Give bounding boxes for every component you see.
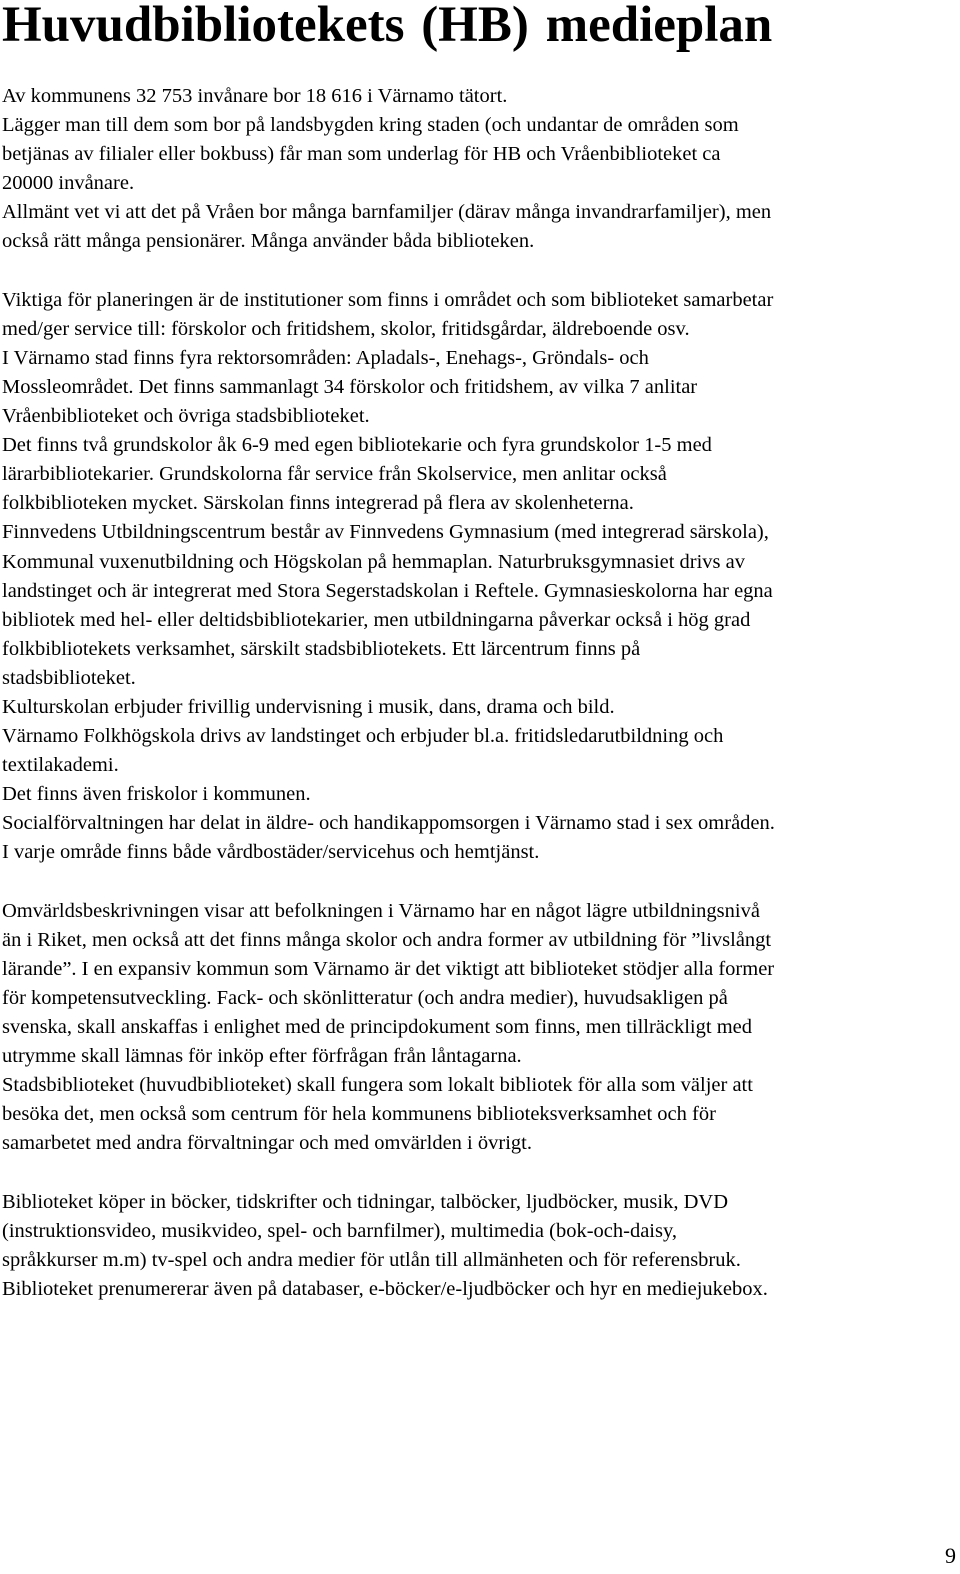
text-line: stadsbiblioteket. [2,666,136,689]
text-line: Det finns två grundskolor åk 6-9 med egen bibliotekarie och fyra grundskolor 1-5 med [2,434,712,457]
text-line: Värnamo Folkhögskola drivs av landstinget och erbjuder bl.a. fritidsledarutbildning och [2,725,724,748]
text-line: 20000 invånare. [2,172,135,195]
text-line: svenska, skall anskaffas i enlighet med de principdokument som finns, men tillräckligt med [2,1016,752,1038]
text-line: Lägger man till dem som bor på landsbygden kring staden (och undantar de områden som [2,114,739,137]
paragraph-gap [2,1158,958,1187]
text-line: Det finns även friskolor i kommunen. [2,783,311,806]
page-number: 9 [945,1543,956,1568]
text-line: Socialförvaltningen har delat in äldre- och handikappomsorgen i Värnamo stad i sex områden. [2,812,775,835]
text-line: lärande”. I en expansiv kommun som Värnamo är det viktigt att biblioteket stödjer alla former [2,957,775,980]
text-line: också rätt många pensionärer. Många använder båda biblioteken. [2,230,535,253]
text-line: landstinget och är integrerat med Stora Segerstadskolan i Reftele. Gymnasieskolorna har egna [2,579,773,602]
text-line: för kompetensutveckling. Fack- och skönlitteratur (och andra medier), huvudsakligen på [2,986,728,1009]
text-line: Kommunal vuxenutbildning och Högskolan på hemmaplan. Naturbruksgymnasiet drivs av [2,550,745,573]
text-line: Kulturskolan erbjuder frivillig undervisning i musik, dans, drama och bild. [2,695,615,718]
text-line: språkkurser m.m) tv-spel och andra medier för utlån till allmänheten och för referensbruk. [2,1248,741,1271]
text-line: Omvärldsbeskrivningen visar att befolkningen i Värnamo har en något lägre utbildningsnivå [2,899,760,922]
text-line: bibliotek med hel- eller deltidsbibliotekarier, men utbildningarna påverkar också i hög grad [2,608,751,631]
text-line: Av kommunens 32 753 invånare bor 18 616 i Värnamo tätort. [2,85,508,107]
text-line: samarbetet med andra förvaltningar och med omvärlden i övrigt. [2,1132,532,1155]
body-text [2,82,958,1304]
text-line: Stadsbiblioteket (huvudbiblioteket) skall fungera som lokalt bibliotek för alla som väljer att [2,1074,753,1097]
paragraph [2,286,958,868]
text-line: med/ger service till: förskolor och fritidshem, skolor, fritidsgårdar, äldreboende osv. [2,317,690,340]
text-line: textilakademi. [2,754,119,777]
paragraph [2,1188,958,1304]
page-title: Huvudbibliotekets (HB) medieplan [2,0,773,53]
text-line: Finnvedens Utbildningscentrum består av Finnvedens Gymnasium (med integrerad särskola), [2,521,769,544]
text-line: folkbibliotekets verksamhet, särskilt stadsbibliotekets. Ett lärcentrum finns på [2,637,641,660]
text-line: folkbiblioteken mycket. Särskolan finns integrerad på flera av skolenheterna. [2,492,634,515]
text-line: besöka det, men också som centrum för hela kommunens biblioteksverksamhet och för [2,1103,716,1126]
text-line: I varje område finns både vårdbostäder/servicehus och hemtjänst. [2,841,540,864]
paragraph [2,82,958,257]
text-line: betjänas av filialer eller bokbuss) får man som underlag för HB och Vråenbiblioteket ca [2,143,721,166]
text-line: (instruktionsvideo, musikvideo, spel- och barnfilmer), multimedia (bok-och-daisy, [2,1219,678,1242]
text-line: Biblioteket prenumererar även på databaser, e-böcker/e-ljudböcker och hyr en mediejukebox. [2,1277,768,1300]
text-line: lärarbibliotekarier. Grundskolorna får service från Skolservice, men anlitar också [2,463,667,486]
paragraph [2,897,958,1159]
text-line: Biblioteket köper in böcker, tidskrifter och tidningar, talböcker, ljudböcker, musik, DVD [2,1190,728,1213]
text-line: Vråenbiblioteket och övriga stadsbiblioteket. [2,405,370,428]
text-line: Viktiga för planeringen är de institutioner som finns i området och som biblioteket samarbetar [2,288,774,311]
text-line: Mossleområdet. Det finns sammanlagt 34 förskolor och fritidshem, av vilka 7 anlitar [2,375,698,398]
text-line: Allmänt vet vi att det på Vråen bor många barnfamiljer (därav många invandrarfamiljer), men [2,201,772,224]
text-line: utrymme skall lämnas för inköp efter förfrågan från låntagarna. [2,1045,522,1068]
text-line: I Värnamo stad finns fyra rektorsområden: Apladals-, Enehags-, Gröndals- och [2,346,649,369]
paragraph-gap [2,257,958,286]
text-line: än i Riket, men också att det finns många skolor och andra former av utbildning för ”livslångt [2,928,772,951]
paragraph-gap [2,868,958,897]
